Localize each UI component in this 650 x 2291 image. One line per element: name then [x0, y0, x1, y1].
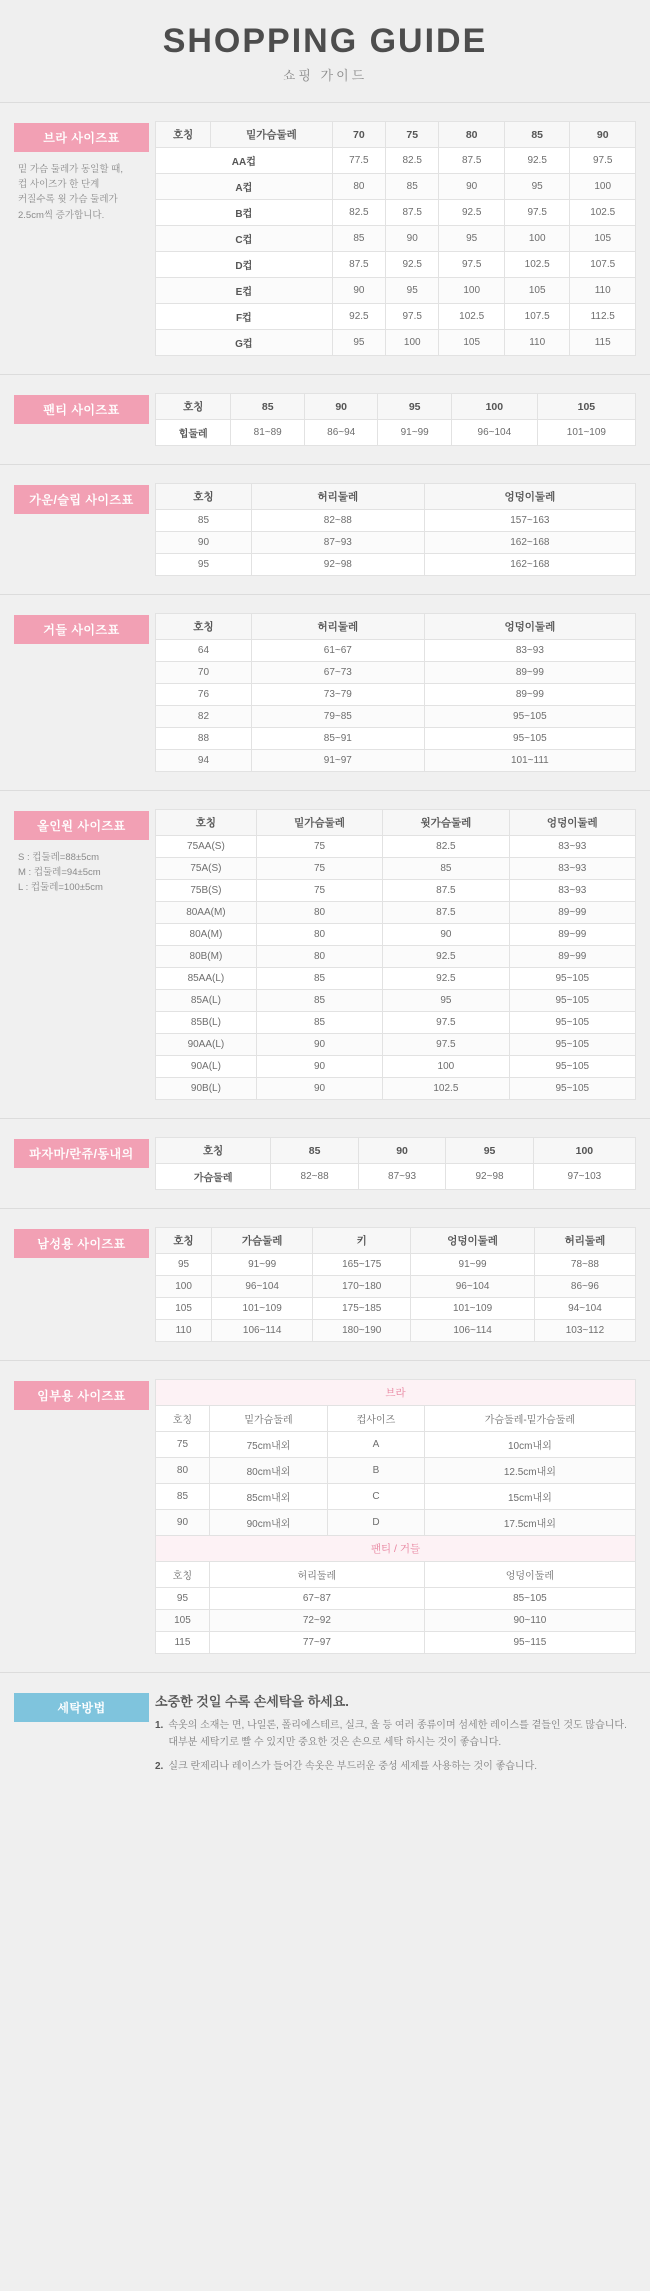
- table-header-row: [156, 614, 636, 640]
- pajama-size-table: [155, 1137, 636, 1190]
- table-header-row: [156, 1228, 636, 1254]
- allinone-note-line: S : 컵둘레=88±5cm: [18, 852, 100, 863]
- section-gown: [0, 465, 650, 594]
- table-row: 힙둘레 81~89 86~94 91~99 96~104 101~109: [156, 420, 636, 446]
- panty-section-tag: 팬티 사이즈표: [14, 395, 149, 424]
- table-row: 80AA(M) 80 87.5 89~99: [156, 902, 636, 924]
- allinone-size-table: [155, 809, 636, 1100]
- table-row: 105 101~109 175~185 101~109 94~104: [156, 1298, 636, 1320]
- col-header: 호칭: [156, 1406, 210, 1432]
- panty-table-col: [149, 393, 636, 446]
- girdle-label-col: [14, 613, 149, 644]
- wash-item: [155, 1718, 636, 1751]
- col-header: 가슴둘레-밑가슴둘레: [424, 1406, 635, 1432]
- wash-item-number: 1.: [155, 1720, 164, 1731]
- table-row: 85AA(L) 85 92.5 95~105: [156, 968, 636, 990]
- col-header: 엉덩이둘레: [424, 484, 635, 510]
- section-maternity: [0, 1361, 650, 1672]
- girdle-table-col: [149, 613, 636, 772]
- col-header: 100: [451, 394, 537, 420]
- section-allinone: [0, 791, 650, 1118]
- col-header: 85: [271, 1138, 358, 1164]
- gown-table-col: [149, 483, 636, 576]
- table-row: 75B(S) 75 87.5 83~93: [156, 880, 636, 902]
- table-header-row: [156, 122, 636, 148]
- col-header: 75: [386, 122, 439, 148]
- wash-section-tag: 세탁방법: [14, 1693, 149, 1722]
- col-header: 85: [231, 394, 304, 420]
- table-row: 95 92~98 162~168: [156, 554, 636, 576]
- table-header-row: [156, 810, 636, 836]
- maternity-section-tag: 임부용 사이즈표: [14, 1381, 149, 1410]
- wash-item-number: 2.: [155, 1761, 164, 1772]
- allinone-note-line: L : 컵둘레=100±5cm: [18, 882, 103, 894]
- table-row: D컵 87.5 92.5 97.5 102.5 107.5: [156, 252, 636, 278]
- allinone-table-col: [149, 809, 636, 1100]
- bra-size-table: [155, 121, 636, 356]
- table-row: 64 61~67 83~93: [156, 640, 636, 662]
- table-row: 115 77~97 95~115: [156, 1632, 636, 1654]
- wash-item-text: [168, 1759, 537, 1776]
- panty-size-table: [155, 393, 636, 446]
- col-header: 85: [504, 122, 570, 148]
- table-header-row: [156, 1562, 636, 1588]
- table-row: C컵 85 90 95 100 105: [156, 226, 636, 252]
- col-header: 80: [439, 122, 505, 148]
- col-header: 90: [358, 1138, 445, 1164]
- col-header: 윗가슴둘레: [383, 810, 509, 836]
- table-row: 80 80cm내외 B 12.5cm내외: [156, 1458, 636, 1484]
- col-header: 밑가슴둘레: [211, 122, 333, 148]
- gown-label-col: [14, 483, 149, 514]
- allinone-section-tag: 올인원 사이즈표: [14, 811, 149, 840]
- col-header: 70: [332, 122, 385, 148]
- men-table-col: [149, 1227, 636, 1342]
- allinone-label-col: [14, 809, 149, 896]
- bra-note-line: 커질수록 윗 가슴 둘레가: [18, 194, 118, 206]
- section-pajama: [0, 1119, 650, 1208]
- bra-note: [14, 162, 149, 223]
- table-row: 110 106~114 180~190 106~114 103~112: [156, 1320, 636, 1342]
- col-header: 허리둘레: [251, 484, 424, 510]
- table-header-row: [156, 1406, 636, 1432]
- table-row: 75AA(S) 75 82.5 83~93: [156, 836, 636, 858]
- col-header: 밑가슴둘레: [209, 1406, 327, 1432]
- table-row: 82 79~85 95~105: [156, 706, 636, 728]
- wash-line: 실크 란제리나 레이스가 들어간 속옷은 부드러운 중성 세제를 사용하는 것이 좋습니다.: [168, 1761, 538, 1772]
- section-men: [0, 1209, 650, 1360]
- table-row: AA컵 77.5 82.5 87.5 92.5 97.5: [156, 148, 636, 174]
- table-row: 80B(M) 80 92.5 89~99: [156, 946, 636, 968]
- col-header: 90: [570, 122, 636, 148]
- bra-note-line: 컵 사이즈가 한 단계: [18, 179, 100, 191]
- wash-title: 소중한 것일 수록 손세탁을 하세요.: [155, 1694, 349, 1709]
- men-size-table: [155, 1227, 636, 1342]
- table-row: G컵 95 100 105 110 115: [156, 330, 636, 356]
- bra-table-col: [149, 121, 636, 356]
- table-header-row: [156, 484, 636, 510]
- col-header: 가슴둘레: [212, 1228, 313, 1254]
- table-row: 94 91~97 101~111: [156, 750, 636, 772]
- col-header: 엉덩이둘레: [424, 1562, 635, 1588]
- table-row: 85 82~88 157~163: [156, 510, 636, 532]
- table-row: 75 75cm내외 A 10cm내외: [156, 1432, 636, 1458]
- allinone-note: [14, 850, 149, 896]
- bra-label-col: [14, 121, 149, 223]
- group-header-panty-girdle: 팬티 / 거들: [156, 1536, 636, 1562]
- table-row: 90A(L) 90 100 95~105: [156, 1056, 636, 1078]
- table-row: 80A(M) 80 90 89~99: [156, 924, 636, 946]
- page-title: SHOPPING GUIDE: [162, 22, 488, 60]
- table-row: E컵 90 95 100 105 110: [156, 278, 636, 304]
- wash-line: 속옷의 소재는 면, 나일론, 폴리에스테르, 실크, 울 등 여러 종류이며 섬세한 레이스를 곁들인 것도 많습니다.: [168, 1720, 627, 1731]
- col-header: 키: [313, 1228, 411, 1254]
- table-row: 90 90cm내외 D 17.5cm내외: [156, 1510, 636, 1536]
- table-row: 75A(S) 75 85 83~93: [156, 858, 636, 880]
- col-header: 엉덩이둘레: [424, 614, 635, 640]
- pajama-table-col: [149, 1137, 636, 1190]
- girdle-size-table: [155, 613, 636, 772]
- table-row: 가슴둘레 82~88 87~93 92~98 97~103: [156, 1164, 636, 1190]
- table-row: 85 85cm내외 C 15cm내외: [156, 1484, 636, 1510]
- section-bra: [0, 103, 650, 374]
- maternity-table-col: [149, 1379, 636, 1654]
- wash-line: 대부분 세탁기로 빨 수 있지만 중요한 것은 손으로 세탁 하시는 것이 좋습니다.: [168, 1736, 502, 1748]
- table-row: 70 67~73 89~99: [156, 662, 636, 684]
- wash-item: [155, 1759, 636, 1776]
- col-header: 100: [533, 1138, 635, 1164]
- pajama-label-col: [14, 1137, 149, 1168]
- col-header: 허리둘레: [251, 614, 424, 640]
- page-subtitle: 쇼핑 가이드: [282, 68, 368, 83]
- col-header: 호칭: [156, 394, 231, 420]
- men-label-col: [14, 1227, 149, 1258]
- col-header: 호칭: [156, 1228, 212, 1254]
- table-row: 95 67~87 85~105: [156, 1588, 636, 1610]
- men-section-tag: 남성용 사이즈표: [14, 1229, 149, 1258]
- col-header: 호칭: [156, 1562, 210, 1588]
- col-header: 호칭: [156, 484, 252, 510]
- table-row: F컵 92.5 97.5 102.5 107.5 112.5: [156, 304, 636, 330]
- bra-note-line: 2.5cm씩 증가합니다.: [18, 209, 105, 221]
- col-header: 105: [537, 394, 635, 420]
- maternity-bra-table: [155, 1379, 636, 1654]
- pajama-section-tag: 파자마/란쥬/동내의: [14, 1139, 149, 1168]
- table-row: 90B(L) 90 102.5 95~105: [156, 1078, 636, 1100]
- col-header: 호칭: [156, 614, 252, 640]
- allinone-note-line: M : 컵둘레=94±5cm: [18, 867, 101, 879]
- table-row: A컵 80 85 90 95 100: [156, 174, 636, 200]
- col-header: 호칭: [156, 122, 211, 148]
- bra-note-line: 밑 가슴 둘레가 동일할 때,: [18, 164, 123, 175]
- col-header: 엉덩이둘레: [411, 1228, 535, 1254]
- table-row: 85B(L) 85 97.5 95~105: [156, 1012, 636, 1034]
- page-header: [0, 0, 650, 102]
- col-header: 밑가슴둘레: [256, 810, 382, 836]
- table-row: 76 73~79 89~99: [156, 684, 636, 706]
- col-header: 허리둘레: [534, 1228, 635, 1254]
- girdle-section-tag: 거들 사이즈표: [14, 615, 149, 644]
- section-panty: [0, 375, 650, 464]
- wash-label-col: [14, 1691, 149, 1722]
- table-row: 88 85~91 95~105: [156, 728, 636, 750]
- table-row: 85A(L) 85 95 95~105: [156, 990, 636, 1012]
- table-header-row: [156, 1138, 636, 1164]
- table-row: 90 87~93 162~168: [156, 532, 636, 554]
- table-row: 95 91~99 165~175 91~99 78~88: [156, 1254, 636, 1276]
- col-header: 95: [446, 1138, 533, 1164]
- wash-body: [149, 1691, 636, 1784]
- table-row: 90AA(L) 90 97.5 95~105: [156, 1034, 636, 1056]
- gown-section-tag: 가운/슬립 사이즈표: [14, 485, 149, 514]
- table-row: 100 96~104 170~180 96~104 86~96: [156, 1276, 636, 1298]
- col-header: 호칭: [156, 1138, 271, 1164]
- table-row: B컵 82.5 87.5 92.5 97.5 102.5: [156, 200, 636, 226]
- section-girdle: [0, 595, 650, 790]
- maternity-label-col: [14, 1379, 149, 1410]
- table-row: 105 72~92 90~110: [156, 1610, 636, 1632]
- col-header: 허리둘레: [209, 1562, 424, 1588]
- section-wash: [0, 1673, 650, 1810]
- col-header: 엉덩이둘레: [509, 810, 635, 836]
- col-header: 90: [304, 394, 377, 420]
- col-header: 컵사이즈: [328, 1406, 425, 1432]
- bra-section-tag: 브라 사이즈표: [14, 123, 149, 152]
- panty-label-col: [14, 393, 149, 424]
- group-header-bra: 브라: [156, 1380, 636, 1406]
- col-header: 호칭: [156, 810, 257, 836]
- wash-item-text: [168, 1718, 627, 1751]
- col-header: 95: [378, 394, 451, 420]
- gown-size-table: [155, 483, 636, 576]
- table-header-row: [156, 394, 636, 420]
